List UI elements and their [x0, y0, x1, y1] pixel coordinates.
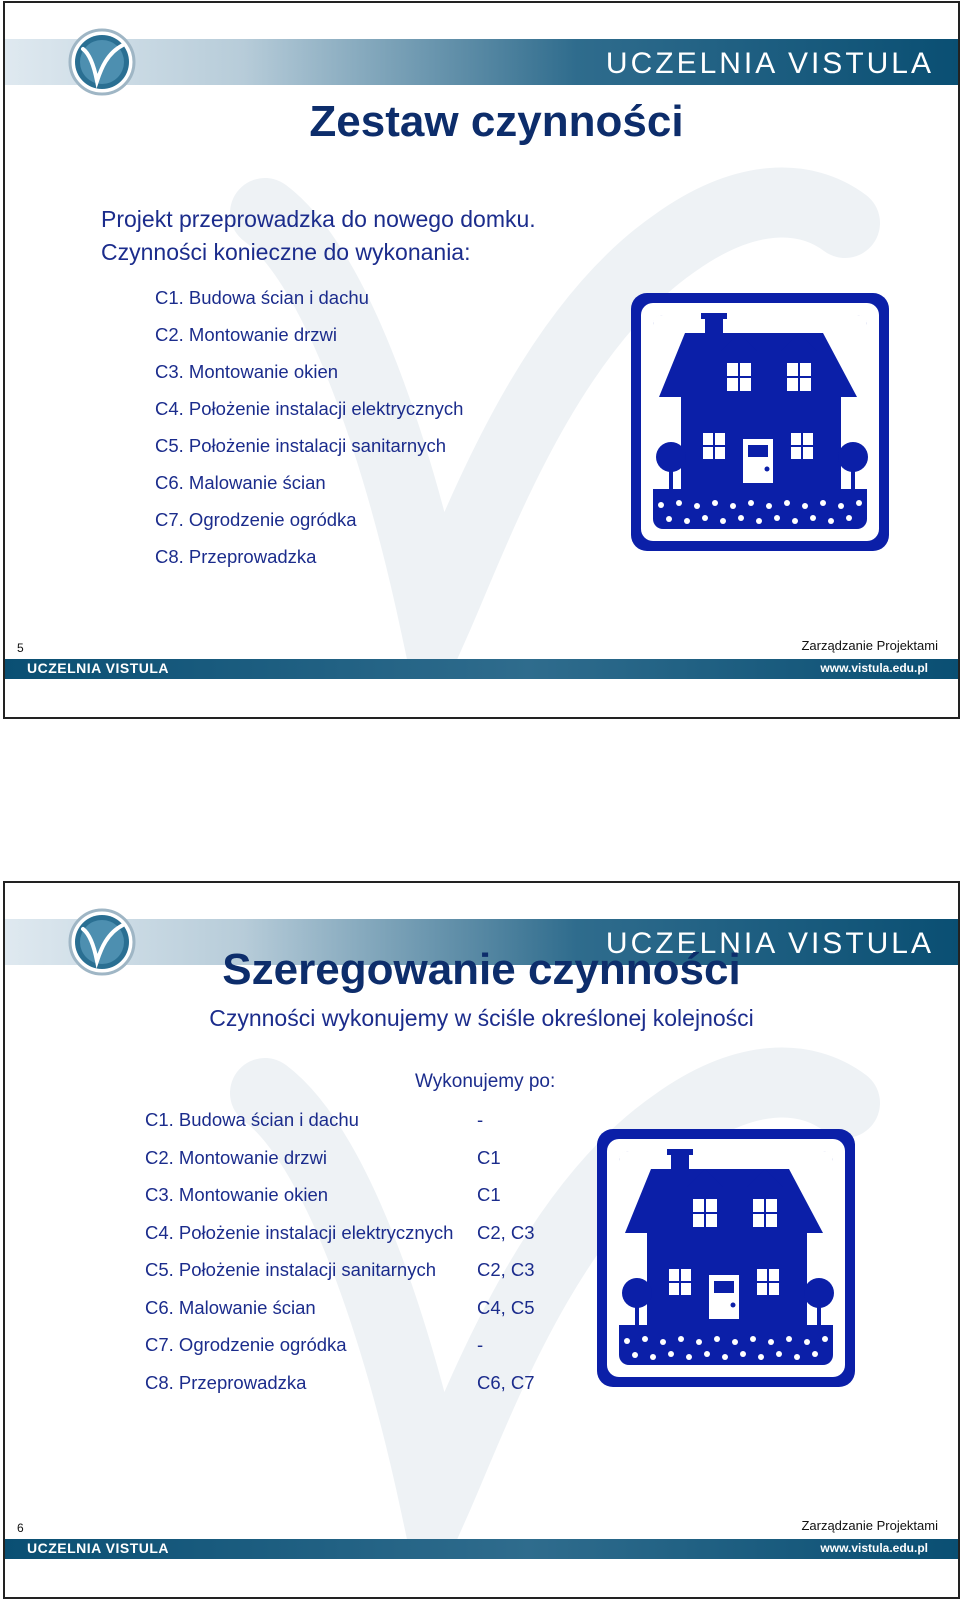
list-item: C3. Montowanie okien: [155, 361, 339, 382]
task-dependency: C4, C5: [477, 1296, 535, 1318]
list-item: C5. Położenie instalacji sanitarnych: [155, 435, 447, 456]
header-brand: UCZELNIA VISTULA: [605, 927, 934, 960]
footer-bar: [5, 1539, 958, 1559]
dependency-column-header: Wykonujemy po:: [415, 1071, 556, 1092]
task-name: C1. Budowa ścian i dachu: [145, 1109, 359, 1130]
course-name: Zarządzanie Projektami: [801, 638, 938, 653]
task-dependency: C6, C7: [477, 1371, 535, 1393]
task-dependency: C2, C3: [477, 1221, 535, 1243]
list-item: C4. Położenie instalacji elektrycznych: [155, 398, 464, 419]
footer-url: www.vistula.edu.pl: [820, 661, 928, 675]
task-dependency: C1: [477, 1184, 501, 1205]
list-item: C8. Przeprowadzka: [155, 546, 317, 567]
task-dependency: C1: [477, 1146, 501, 1168]
slide-title: Zestaw czynności: [309, 97, 684, 146]
intro-line: Czynności konieczne do wykonania:: [101, 239, 471, 265]
task-list: [155, 286, 463, 582]
task-name: C2. Montowanie drzwi: [145, 1146, 327, 1168]
page-number: 5: [17, 641, 24, 655]
header-brand: UCZELNIA VISTULA: [605, 47, 934, 80]
task-name: C8. Przeprowadzka: [145, 1371, 307, 1393]
intro-text: [101, 203, 536, 269]
house-icon: [597, 1129, 855, 1387]
footer-url: www.vistula.edu.pl: [820, 1541, 928, 1555]
house-icon: [631, 293, 889, 551]
vistula-logo-icon: [67, 27, 137, 97]
footer-bar: [5, 659, 958, 679]
course-name: Zarządzanie Projektami: [801, 1518, 938, 1533]
intro-line: Projekt przeprowadzka do nowego domku.: [101, 206, 536, 232]
header-bar: [5, 39, 958, 85]
task-dependency: -: [477, 1109, 484, 1130]
list-item: C2. Montowanie drzwi: [155, 324, 337, 345]
list-item: C6. Malowanie ścian: [155, 472, 326, 493]
page-number: 6: [17, 1521, 24, 1535]
list-item: C1. Budowa ścian i dachu: [155, 287, 369, 308]
slide-title: Szeregowanie czynności: [222, 945, 741, 994]
task-name: C7. Ogrodzenie ogródka: [145, 1334, 347, 1355]
task-name: C5. Położenie instalacji sanitarnych: [145, 1259, 437, 1280]
task-name: C6. Malowanie ścian: [145, 1296, 316, 1318]
task-dependency: -: [477, 1334, 484, 1355]
task-name: C3. Montowanie okien: [145, 1184, 329, 1205]
slide-6: [3, 881, 960, 1599]
footer-brand: UCZELNIA VISTULA: [27, 1540, 170, 1556]
task-dependency: C2, C3: [477, 1259, 535, 1280]
slide-5: [3, 1, 960, 719]
slide-subtitle: Czynności wykonujemy w ściśle określonej kolejności: [209, 1005, 754, 1031]
list-item: C7. Ogrodzenie ogródka: [155, 509, 357, 530]
task-name: C4. Położenie instalacji elektrycznych: [145, 1221, 454, 1243]
footer-brand: UCZELNIA VISTULA: [27, 660, 170, 676]
